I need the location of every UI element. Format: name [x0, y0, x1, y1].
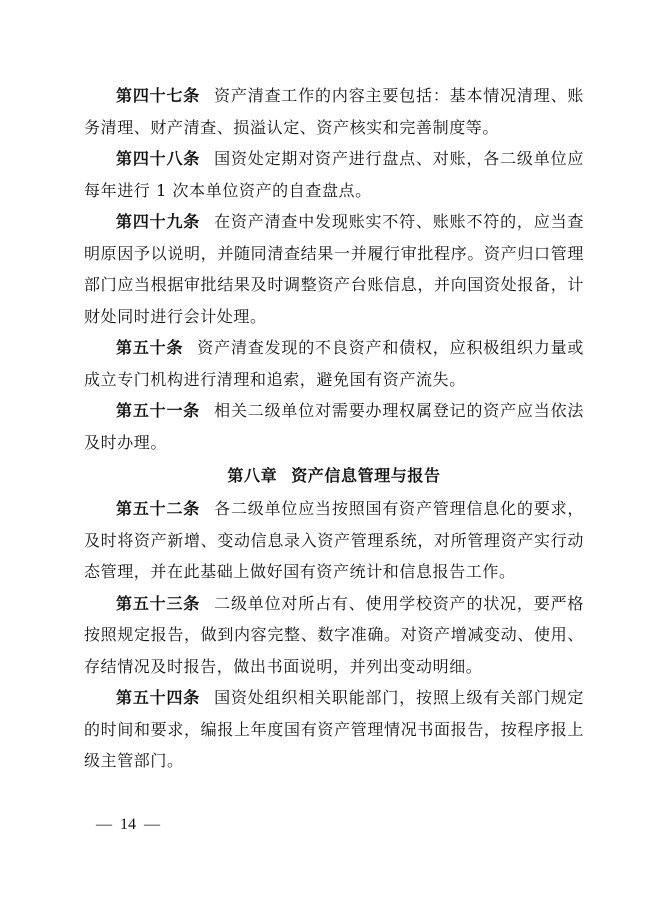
- article-51: [84, 395, 584, 458]
- article-number: 第五十条: [116, 338, 184, 357]
- chapter-title: 资产信息管理与报告: [291, 466, 441, 485]
- article-number: 第四十九条: [116, 212, 201, 231]
- document-body: [84, 80, 584, 777]
- page-number: — 14 —: [96, 816, 160, 833]
- article-53: [84, 588, 584, 683]
- article-47: [84, 80, 584, 143]
- article-number: 第四十七条: [116, 86, 201, 105]
- article-number: 第五十一条: [116, 401, 201, 420]
- article-text: 国资处组织相关职能部门，按照上级有关部门规定的时间和要求，编报上年度国有资产管理情况书面报告，按程序报上级主管部门。: [84, 688, 584, 770]
- article-number: 第五十四条: [116, 688, 201, 707]
- article-54: [84, 682, 584, 777]
- article-text: 在资产清查中发现账实不符、账账不符的，应当查明原因予以说明，并随同清查结果一并履行审批程序。资产归口管理部门应当根据审批结果及时调整资产台账信息，并向国资处报备，计财处同时进行会计处理。: [84, 212, 584, 326]
- article-50: [84, 332, 584, 395]
- article-48: [84, 143, 584, 206]
- article-text: 国资处定期对资产进行盘点、对账，各二级单位应每年进行 1 次本单位资产的自查盘点。: [84, 149, 584, 200]
- chapter-number: 第八章: [227, 466, 278, 485]
- article-text: 资产清查工作的内容主要包括：基本情况清理、账务清理、财产清查、损溢认定、资产核实和完善制度等。: [84, 86, 584, 137]
- article-text: 资产清查发现的不良资产和债权，应积极组织力量或成立专门机构进行清理和追索，避免国有资产流失。: [84, 338, 584, 389]
- article-text: 相关二级单位对需要办理权属登记的资产应当依法及时办理。: [84, 401, 584, 452]
- article-number: 第五十二条: [116, 499, 201, 518]
- chapter-heading: [84, 458, 584, 493]
- article-52: [84, 493, 584, 588]
- article-49: [84, 206, 584, 332]
- article-number: 第四十八条: [116, 149, 201, 168]
- article-number: 第五十三条: [116, 593, 201, 613]
- article-text: 各二级单位应当按照国有资产管理信息化的要求，及时将资产新增、变动信息录入资产管理系统，对所管理资产实行动态管理，并在此基础上做好国有资产统计和信息报告工作。: [84, 499, 584, 581]
- article-text: 二级单位对所占有、使用学校资产的状况，要严格按照规定报告，做到内容完整、数字准确。对资产增减变动、使用、存结情况及时报告，做出书面说明，并列出变动明细。: [84, 593, 584, 676]
